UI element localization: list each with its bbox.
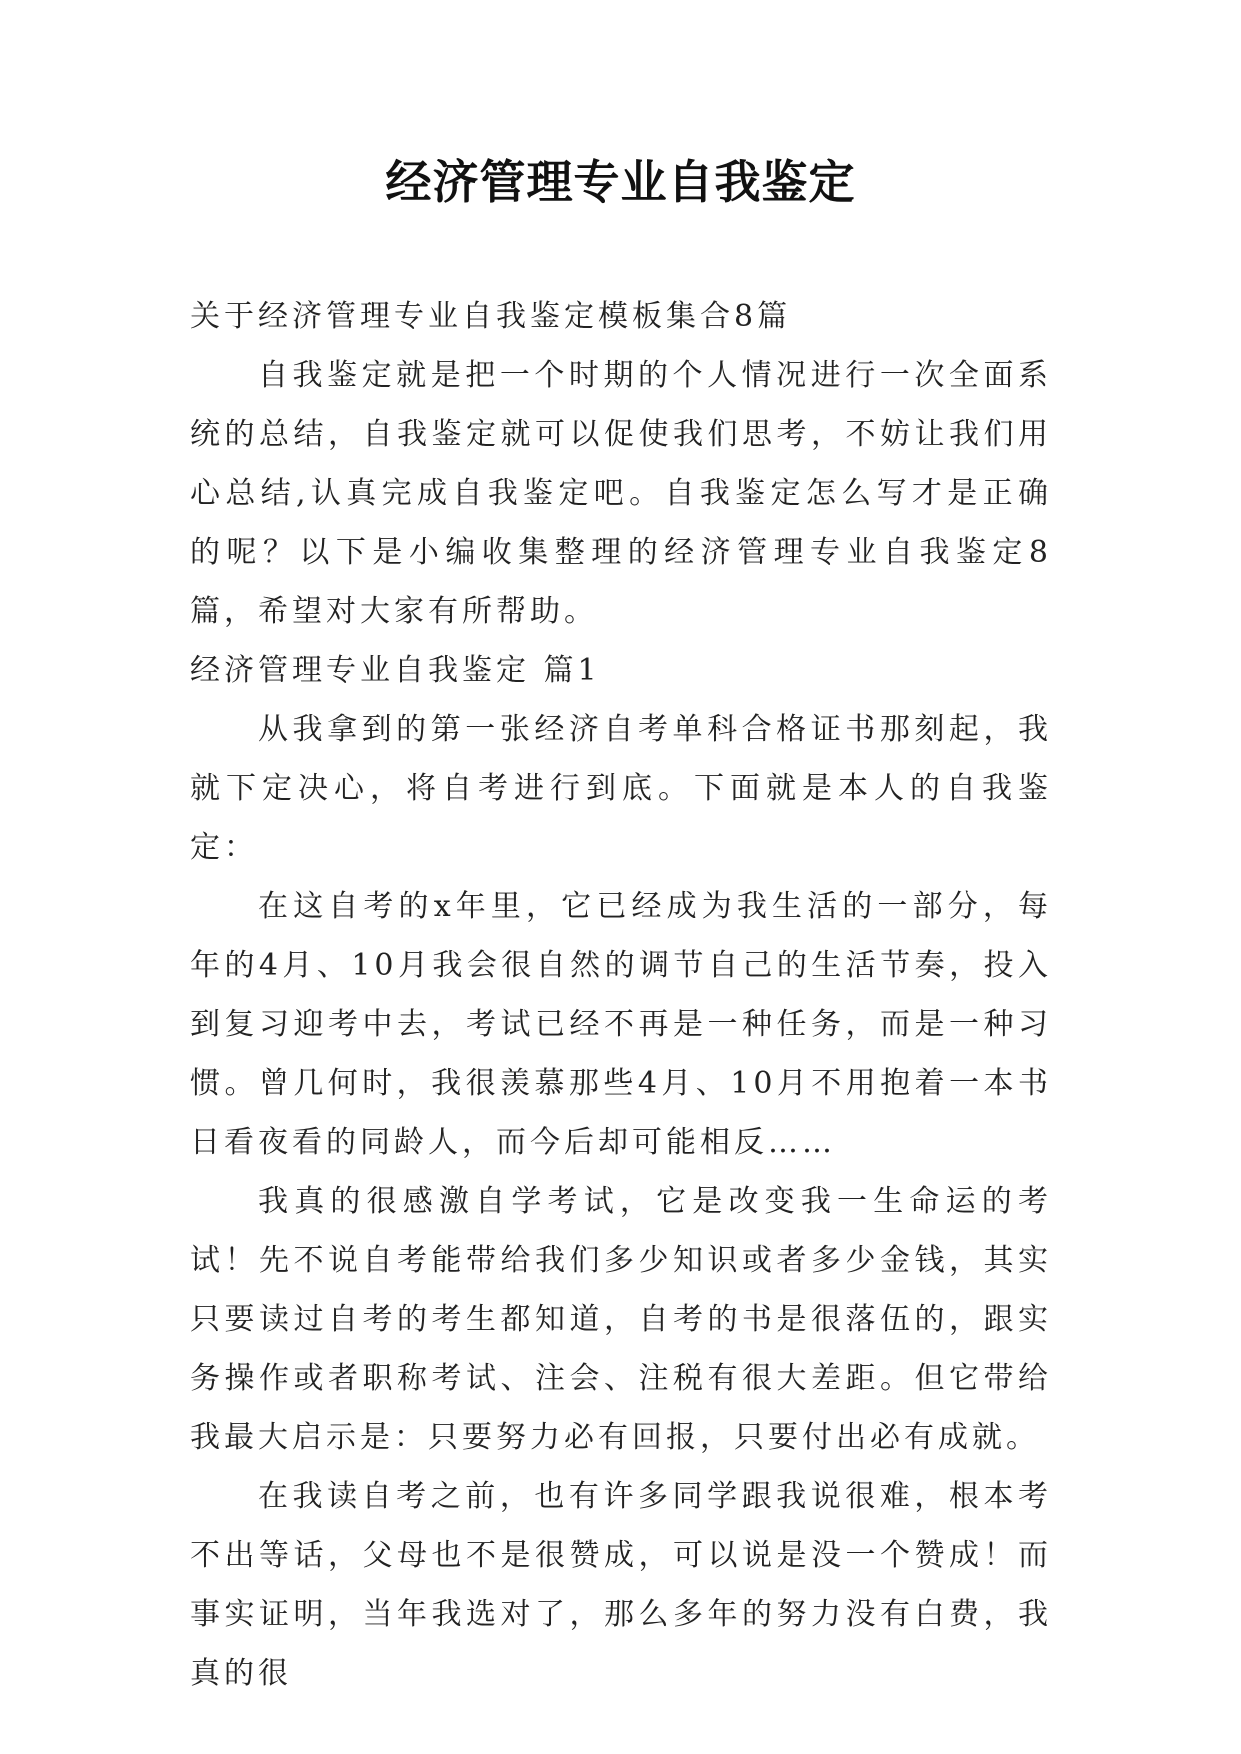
intro-heading: 关于经济管理专业自我鉴定模板集合8篇 bbox=[190, 299, 792, 334]
document-body bbox=[190, 287, 1052, 1703]
body-paragraph: 从我拿到的第一张经济自考单科合格证书那刻起，我就下定决心，将自考进行到底。下面就是本人的自我鉴定： bbox=[190, 712, 1052, 865]
body-paragraph: 在我读自考之前，也有许多同学跟我说很难，根本考不出等话，父母也不是很赞成，可以说是没一个赞成！而事实证明，当年我选对了，那么多年的努力没有白费，我真的很 bbox=[190, 1479, 1052, 1691]
body-paragraph: 在这自考的x年里，它已经成为我生活的一部分，每年的4月、10月我会很自然的调节自己的生活节奏，投入到复习迎考中去，考试已经不再是一种任务，而是一种习惯。曾几何时，我很羡慕那些4月、10月不用抱着一本书日看夜看的同龄人，而今后却可能相反…… bbox=[190, 889, 1052, 1160]
document-title: 经济管理专业自我鉴定 bbox=[385, 155, 856, 209]
intro-paragraph: 自我鉴定就是把一个时期的个人情况进行一次全面系统的总结，自我鉴定就可以促使我们思考，不妨让我们用心总结,认真完成自我鉴定吧。自我鉴定怎么写才是正确的呢？以下是小编收集整理的经济管理专业自我鉴定8篇，希望对大家有所帮助。 bbox=[190, 358, 1052, 629]
section-heading-1: 经济管理专业自我鉴定 篇1 bbox=[190, 653, 601, 688]
body-paragraph: 我真的很感激自学考试，它是改变我一生命运的考试！先不说自考能带给我们多少知识或者多少金钱，其实只要读过自考的考生都知道，自考的书是很落伍的，跟实务操作或者职称考试、注会、注税有很大差距。但它带给我最大启示是：只要努力必有回报，只要付出必有成就。 bbox=[190, 1184, 1052, 1455]
